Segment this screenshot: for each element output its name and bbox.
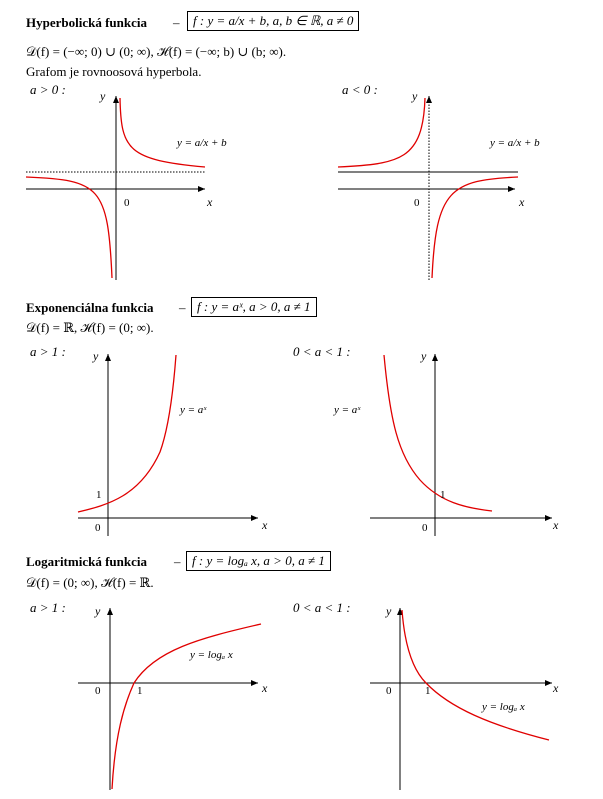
curve-label: y = a/x + b: [490, 137, 540, 149]
curve-label: y = aˣ: [180, 404, 207, 416]
hyperbola-branch-left: [338, 98, 425, 167]
logarithmic-dash: –: [174, 554, 181, 569]
hyperbolic-case-right: a < 0 :: [342, 82, 378, 97]
graph-logarithm-decreasing: [370, 604, 559, 790]
hyperbolic-description: Grafom je rovnoosová hyperbola.: [26, 64, 202, 79]
graph-exponential-decay: [333, 349, 559, 536]
graph-hyperbola-positive: [26, 89, 227, 280]
y-intercept-label: 1: [440, 489, 446, 501]
y-axis-label: y: [93, 349, 99, 363]
x-intercept-label: 1: [137, 685, 143, 697]
graph-exponential-growth: [78, 349, 268, 536]
origin-label: 0: [386, 685, 392, 697]
y-axis-label: y: [412, 89, 418, 103]
x-axis-label: x: [553, 681, 559, 695]
logarithmic-heading: Logaritmická funkcia: [26, 554, 147, 569]
logarithm-curve: [112, 624, 261, 789]
x-axis-label: x: [519, 195, 525, 209]
exponential-curve: [384, 355, 492, 511]
y-axis-label: y: [421, 349, 427, 363]
origin-label: 0: [95, 685, 101, 697]
exponential-definition-box: f : y = aˣ, a > 0, a ≠ 1: [191, 297, 317, 317]
exponential-heading: Exponenciálna funkcia: [26, 300, 154, 315]
hyperbolic-case-left: a > 0 :: [30, 82, 66, 97]
x-axis-label: x: [262, 681, 268, 695]
origin-label: 0: [124, 197, 130, 209]
exponential-case-right: 0 < a < 1 :: [293, 344, 351, 359]
hyperbola-branch-right: [120, 98, 205, 167]
logarithmic-case-left: a > 1 :: [30, 600, 66, 615]
hyperbolic-dash: –: [173, 15, 180, 30]
origin-label: 0: [422, 522, 428, 534]
x-axis-label: x: [553, 518, 559, 532]
y-axis-label: y: [100, 89, 106, 103]
x-intercept-label: 1: [425, 685, 431, 697]
hyperbola-branch-left: [26, 177, 112, 278]
exponential-case-left: a > 1 :: [30, 344, 66, 359]
x-axis-label: x: [262, 518, 268, 532]
hyperbola-branch-right: [432, 177, 518, 278]
logarithmic-definition-box: f : y = logₐ x, a > 0, a ≠ 1: [186, 551, 331, 571]
curve-label: y = logₐ x: [190, 649, 233, 661]
y-axis-label: y: [386, 604, 392, 618]
exponential-domain-range: 𝒟(f) = ℝ, ℋ(f) = (0; ∞).: [26, 320, 154, 335]
logarithmic-case-right: 0 < a < 1 :: [293, 600, 351, 615]
hyperbolic-domain-range: 𝒟(f) = (−∞; 0) ∪ (0; ∞), ℋ(f) = (−∞; b) ∪ (b; ∞).: [26, 44, 287, 59]
graph-logarithm-increasing: [78, 604, 268, 790]
logarithm-curve: [402, 610, 549, 740]
curve-label: y = aˣ: [334, 404, 361, 416]
exponential-dash: –: [179, 300, 186, 315]
graph-hyperbola-negative: [338, 89, 540, 280]
curve-label: y = a/x + b: [177, 137, 227, 149]
hyperbolic-definition-box: f : y = a/x + b, a, b ∈ ℝ, a ≠ 0: [187, 11, 359, 31]
exponential-curve: [78, 355, 176, 512]
curve-label: y = logₐ x: [482, 701, 525, 713]
logarithmic-domain-range: 𝒟(f) = (0; ∞), ℋ(f) = ℝ.: [26, 575, 154, 590]
y-intercept-label: 1: [96, 489, 102, 501]
y-axis-label: y: [95, 604, 101, 618]
origin-label: 0: [414, 197, 420, 209]
x-axis-label: x: [207, 195, 213, 209]
origin-label: 0: [95, 522, 101, 534]
hyperbolic-heading: Hyperbolická funkcia: [26, 15, 147, 30]
